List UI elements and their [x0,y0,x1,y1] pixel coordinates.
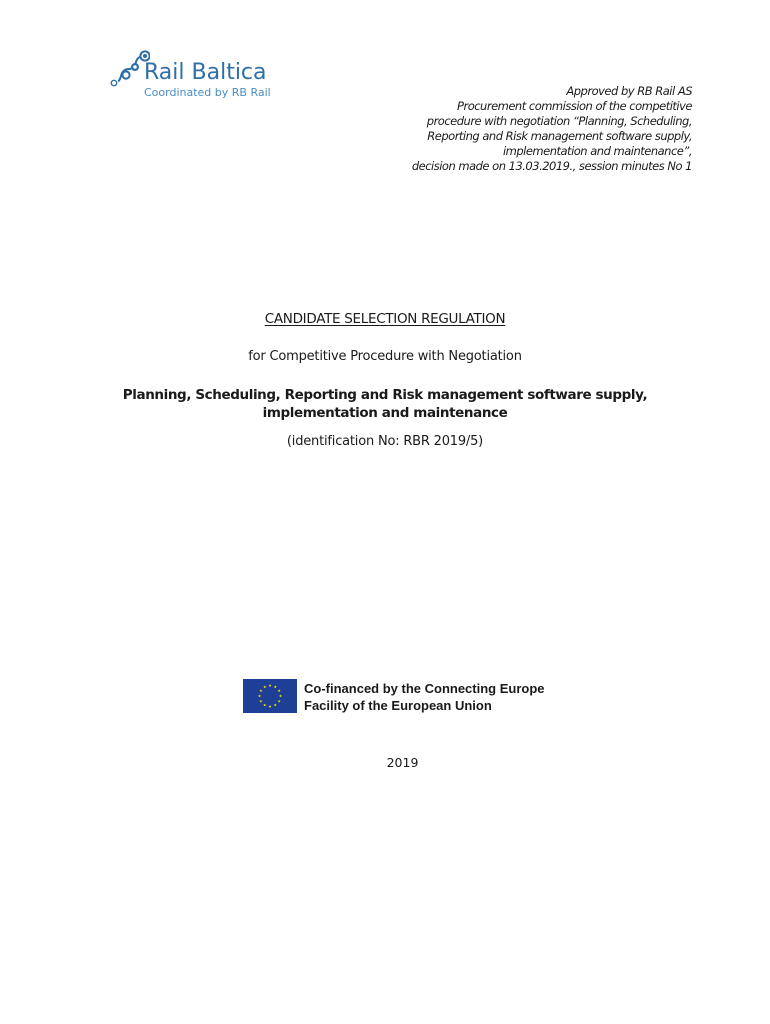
eu-flag-icon [243,679,297,713]
approval-line: decision made on 13.03.2019., session minutes No 1 [411,159,692,173]
approval-line: Approved by RB Rail AS [566,84,692,98]
co-financing-statement [304,680,545,714]
project-name-line: implementation and maintenance [262,405,508,421]
approval-statement [362,84,692,174]
logo-subtitle: Coordinated by RB Rail [144,86,271,99]
approval-line: procedure with negotiation “Planning, Scheduling, [426,114,692,128]
co-financing-line: Co-financed by the Connecting Europe [304,681,545,696]
document-year: 2019 [386,755,419,770]
approval-line: Procurement commission of the competitive [457,99,692,113]
project-name [0,386,770,422]
rail-baltica-logo [108,48,288,108]
document-subtitle: for Competitive Procedure with Negotiation [248,349,522,364]
identification-number: (identification No: RBR 2019/5) [286,434,484,449]
document-title: CANDIDATE SELECTION REGULATION [264,311,506,327]
approval-line: implementation and maintenance”, [502,144,692,158]
logo-title: Rail Baltica [144,60,267,85]
approval-line: Reporting and Risk management software supply, [427,129,692,143]
project-name-line: Planning, Scheduling, Reporting and Risk management software supply, [122,387,648,403]
co-financing-line: Facility of the European Union [304,698,492,713]
